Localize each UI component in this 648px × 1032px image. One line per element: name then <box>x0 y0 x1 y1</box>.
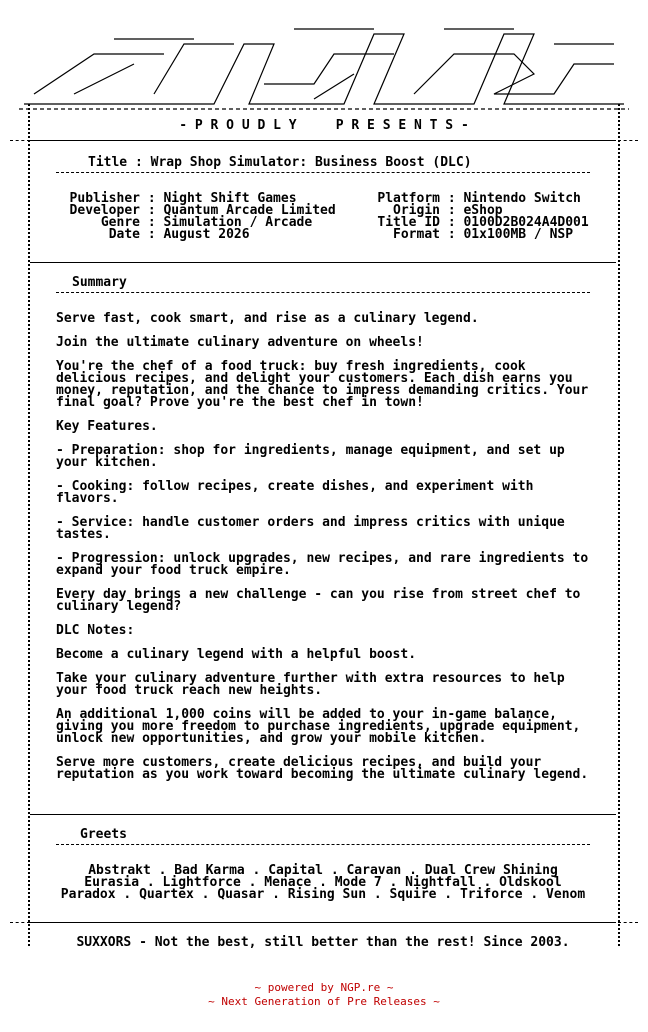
frame-right-edge <box>618 104 620 946</box>
summary-p2: Join the ultimate culinary adventure on wheels! <box>56 335 424 350</box>
summary-p12: Take your culinary adventure further with extra resources to help your food truck reach new heights. <box>56 671 565 698</box>
frame-right-tick-bottom <box>618 922 638 923</box>
frame-top-rule <box>30 140 616 141</box>
summary-p11: Become a culinary legend with a helpful boost. <box>56 647 417 662</box>
greets-rule <box>56 844 590 845</box>
summary-p3: You're the chef of a food truck: buy fresh ingredients, cook delicious recipes, and delight your customers. Each dish earns you money, reputation, and the chance to impress demanding critics. Your final goal? Prove you're the best chef in town! <box>56 359 589 410</box>
greets-line-2: Eurasia . Lightforce . Menace . Mode 7 . Nightfall . Oldskool <box>84 875 562 890</box>
info-value-date: : August 2026 <box>140 227 250 242</box>
title-label: Title <box>88 155 128 170</box>
release-title: Wrap Shop Simulator: Business Boost (DLC) <box>150 155 472 170</box>
summary-p14: Serve more customers, create delicious recipes, and build your reputation as you work toward becoming the ultimate culinary legend. <box>56 755 589 782</box>
summary-heading: Summary <box>72 275 127 290</box>
summary-p4: Key Features. <box>56 419 158 434</box>
info-label-publisher: Publisher <box>69 191 140 206</box>
info-value-developer: : Quantum Arcade Limited <box>140 203 336 218</box>
powered-by-line: ~ powered by NGP.re ~ <box>254 981 394 994</box>
summary-p8: - Progression: unlock upgrades, new recipes, and rare ingredients to expand your food truck empire. <box>56 551 589 578</box>
footer-tagline: SUXXORS - Not the best, still better than the rest! Since 2003. <box>76 935 570 950</box>
summary-p6: - Cooking: follow recipes, create dishes, and experiment with flavors. <box>56 479 534 506</box>
summary-p13: An additional 1,000 coins will be added to your in-game balance, giving you more freedom to purchase ingredients, upgrade equipment, unlock new opportunities, and grow your mobile kitchen. <box>56 707 581 746</box>
info-value-platform: : Nintendo Switch <box>440 191 581 206</box>
info-label-platform: Platform <box>377 191 440 206</box>
greets-line-3: Paradox . Quartex . Quasar . Rising Sun . Squire . Triforce . Venom <box>60 887 586 902</box>
frame-right-tick-top <box>618 140 638 141</box>
frame-left-tick-bottom <box>10 922 30 923</box>
info-label-title-id: Title ID <box>377 215 440 230</box>
summary-p1: Serve fast, cook smart, and rise as a culinary legend. <box>56 311 479 326</box>
summary-p10: DLC Notes: <box>56 623 135 638</box>
frame-bottom-rule <box>30 922 616 923</box>
section-rule-greets <box>30 814 616 815</box>
summary-rule <box>56 292 590 293</box>
title-row: Title : Wrap Shop Simulator: Business Boost (DLC) <box>88 155 472 170</box>
summary-p9: Every day brings a new challenge - can you rise from street chef to culinary legend? <box>56 587 581 614</box>
info-value-format: : 01x100MB / NSP <box>440 227 574 242</box>
greets-heading: Greets <box>80 827 127 842</box>
info-value-publisher: : Night Shift Games <box>140 191 297 206</box>
info-label-origin: Origin <box>393 203 440 218</box>
summary-p5: - Preparation: shop for ingredients, manage equipment, and set up your kitchen. <box>56 443 565 470</box>
next-generation-line: ~ Next Generation of Pre Releases ~ <box>208 995 440 1008</box>
info-value-title-id: : 0100D2B024A4D001 <box>440 215 589 230</box>
frame-left-tick-top <box>10 140 30 141</box>
section-rule-summary <box>30 262 616 263</box>
title-rule <box>56 172 590 173</box>
info-label-developer: Developer <box>69 203 140 218</box>
info-label-genre: Genre <box>100 215 140 230</box>
info-value-genre: : Simulation / Arcade <box>140 215 313 230</box>
frame-left-edge <box>28 104 30 946</box>
info-value-origin: : eShop <box>440 203 503 218</box>
info-label-format: Format <box>393 227 440 242</box>
presents-banner: - P R O U D L Y P R E S E N T S - <box>179 118 469 133</box>
group-logo-art <box>14 14 634 114</box>
greets-line-1: Abstrakt . Bad Karma . Capital . Caravan . Dual Crew Shining <box>88 863 558 878</box>
info-label-date: Date <box>108 227 140 242</box>
summary-p7: - Service: handle customer orders and impress critics with unique tastes. <box>56 515 565 542</box>
